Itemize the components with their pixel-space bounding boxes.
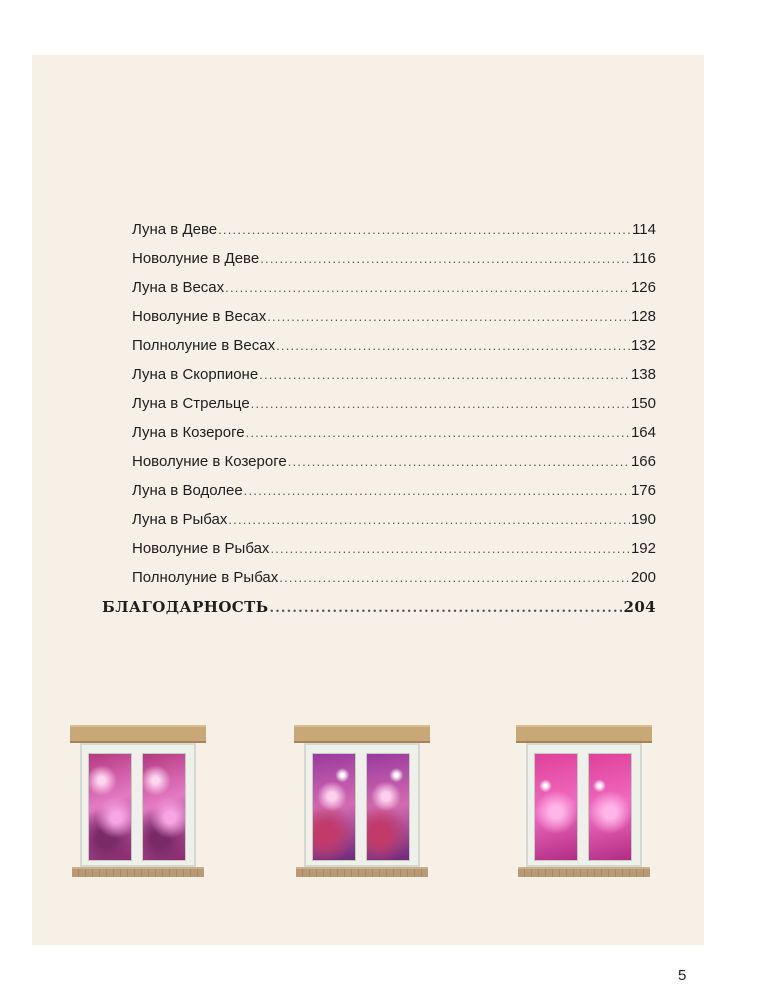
toc-entry-title: Луна в Стрельце (132, 395, 250, 412)
toc-leader-dots (251, 396, 630, 411)
window-illustration (516, 725, 652, 879)
toc-entry-page: 126 (630, 279, 656, 296)
toc-entry-title: Новолуние в Деве (132, 250, 260, 267)
toc-entry-title: БЛАГОДАРНОСТЬ (102, 598, 269, 616)
toc-entry-page: 164 (630, 424, 656, 441)
toc-leader-dots (276, 338, 630, 353)
toc-entry[interactable] (102, 337, 656, 366)
toc-leader-dots (228, 512, 630, 527)
toc-entry-page: 176 (630, 482, 656, 499)
toc-entry[interactable] (102, 482, 656, 511)
toc-entry-page: 138 (630, 366, 656, 383)
toc-entry[interactable] (102, 424, 656, 453)
toc-leader-dots (270, 541, 630, 556)
toc-entry-title: Новолуние в Козероге (132, 453, 287, 470)
toc-entry[interactable] (102, 453, 656, 482)
toc-entry-page: 166 (630, 453, 656, 470)
window-frame (80, 743, 196, 867)
toc-entry-title: Луна в Водолее (132, 482, 243, 499)
window-lintel (70, 725, 206, 743)
toc-leader-dots (260, 251, 631, 266)
toc-leader-dots (288, 454, 630, 469)
toc-entry[interactable] (102, 250, 656, 279)
toc-entry-title: Луна в Козероге (132, 424, 245, 441)
nebula-pane (366, 753, 410, 861)
toc-entry-page: 190 (630, 511, 656, 528)
toc-entry-page: 200 (630, 569, 656, 586)
toc-entry[interactable] (102, 308, 656, 337)
book-page (32, 55, 704, 984)
toc-entry[interactable] (102, 395, 656, 424)
toc-entry-acknowledgements[interactable] (102, 598, 656, 627)
toc-entry-page: 114 (632, 221, 656, 238)
nebula-pane (588, 753, 632, 861)
toc-leader-dots (246, 425, 630, 440)
toc-entry[interactable] (102, 279, 656, 308)
toc-entry-page: 132 (630, 337, 656, 354)
toc-entry-title: Новолуние в Рыбах (132, 540, 270, 557)
toc-entry-page: 150 (630, 395, 656, 412)
toc-entry-title: Луна в Рыбах (132, 511, 228, 528)
nebula-pane (534, 753, 578, 861)
toc-leader-dots (269, 601, 622, 616)
toc-entry-title: Полнолуние в Рыбах (132, 569, 279, 586)
page-number: 5 (678, 967, 687, 984)
toc-entry-page: 204 (623, 598, 656, 616)
toc-leader-dots (244, 483, 630, 498)
toc-leader-dots (279, 570, 630, 585)
toc-entry-title: Луна в Весах (132, 279, 225, 296)
window-sill (72, 867, 204, 877)
toc-entry-title: Луна в Скорпионе (132, 366, 259, 383)
toc-leader-dots (259, 367, 630, 382)
toc-entry-title: Луна в Деве (132, 221, 218, 238)
nebula-pane (312, 753, 356, 861)
toc-entry[interactable] (102, 221, 656, 250)
toc-entry[interactable] (102, 569, 656, 598)
window-sill (518, 867, 650, 877)
window-illustration (294, 725, 430, 879)
nebula-pane (142, 753, 186, 861)
toc-entry-title: Новолуние в Весах (132, 308, 267, 325)
nebula-pane (88, 753, 132, 861)
toc-leader-dots (267, 309, 630, 324)
window-frame (304, 743, 420, 867)
table-of-contents (102, 221, 656, 627)
window-lintel (294, 725, 430, 743)
toc-entry[interactable] (102, 540, 656, 569)
window-sill (296, 867, 428, 877)
window-illustration (70, 725, 206, 879)
toc-entry-title: Полнолуние в Весах (132, 337, 276, 354)
toc-entry[interactable] (102, 366, 656, 395)
toc-entry[interactable] (102, 511, 656, 540)
toc-entry-page: 116 (632, 250, 656, 267)
toc-entry-page: 192 (630, 540, 656, 557)
toc-leader-dots (218, 222, 631, 237)
window-frame (526, 743, 642, 867)
toc-entry-page: 128 (630, 308, 656, 325)
toc-leader-dots (225, 280, 630, 295)
window-lintel (516, 725, 652, 743)
